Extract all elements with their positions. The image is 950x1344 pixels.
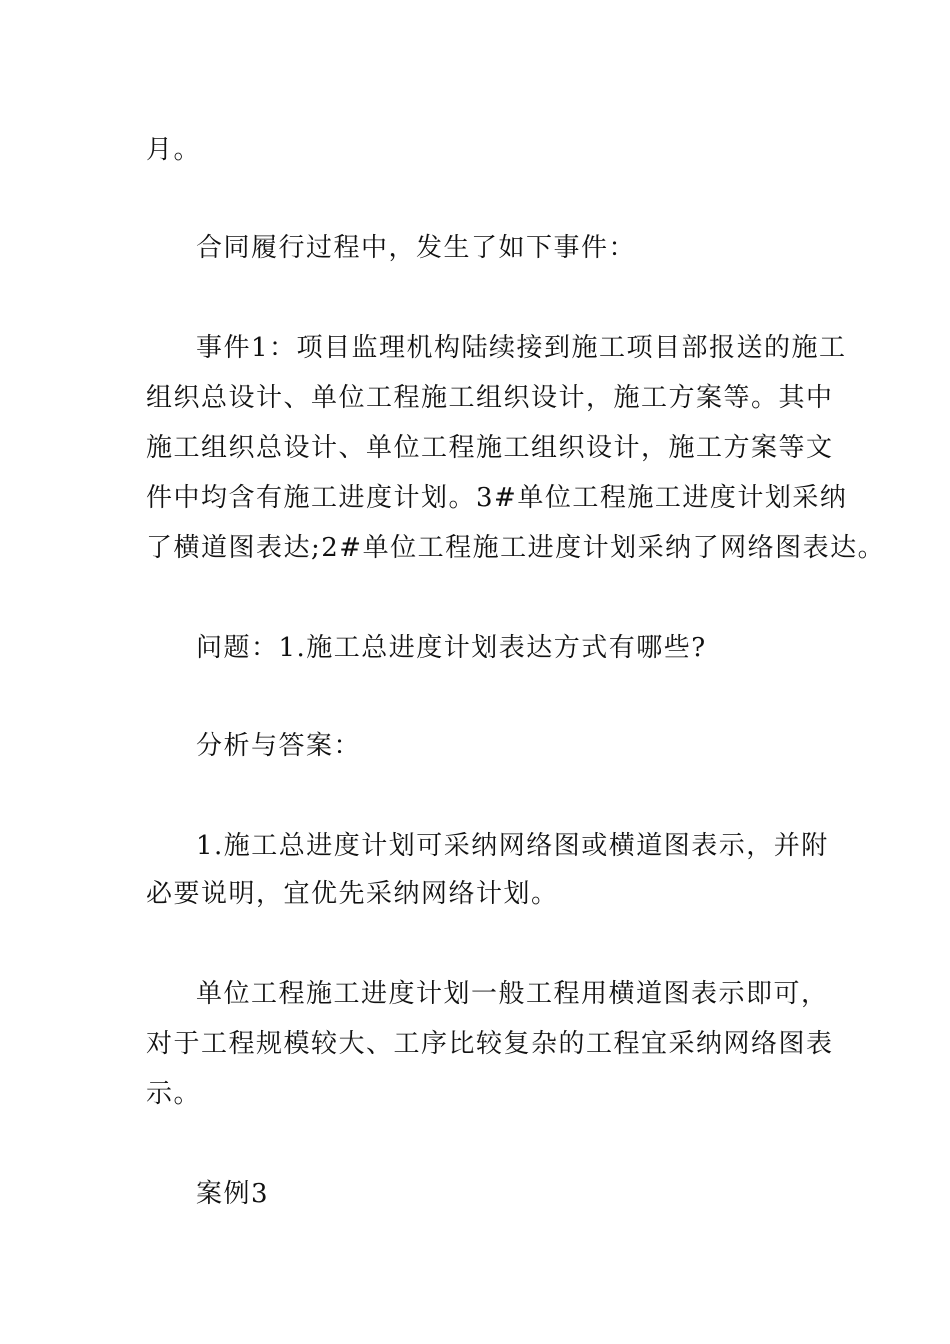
paragraph-1-line-1: 月。 xyxy=(146,135,202,165)
paragraph-3-line-5: 了横道图表达;2#单位工程施工进度计划采纳了网络图表达。 xyxy=(146,533,886,563)
paragraph-3-line-1: 事件1：项目监理机构陆续接到施工项目部报送的施工 xyxy=(196,333,847,363)
paragraph-4-line-1: 问题：1.施工总进度计划表达方式有哪些? xyxy=(196,633,707,663)
paragraph-8-line-1: 案例3 xyxy=(196,1179,270,1209)
paragraph-3-line-4: 件中均含有施工进度计划。3#单位工程施工进度计划采纳 xyxy=(146,483,848,513)
paragraph-2-line-1: 合同履行过程中，发生了如下事件： xyxy=(196,233,637,263)
paragraph-5-line-1: 分析与答案： xyxy=(196,731,362,761)
paragraph-7-line-2: 对于工程规模较大、工序比较复杂的工程宜采纳网络图表 xyxy=(146,1029,834,1059)
paragraph-6-line-2: 必要说明，宜优先采纳网络计划。 xyxy=(146,879,559,909)
paragraph-6-line-1: 1.施工总进度计划可采纳网络图或横道图表示，并附 xyxy=(196,831,829,861)
paragraph-3-line-2: 组织总设计、单位工程施工组织设计，施工方案等。其中 xyxy=(146,383,834,413)
paragraph-3-line-3: 施工组织总设计、单位工程施工组织设计，施工方案等文 xyxy=(146,433,834,463)
paragraph-7-line-3: 示。 xyxy=(146,1079,202,1109)
paragraph-7-line-1: 单位工程施工进度计划一般工程用横道图表示即可， xyxy=(196,979,829,1009)
